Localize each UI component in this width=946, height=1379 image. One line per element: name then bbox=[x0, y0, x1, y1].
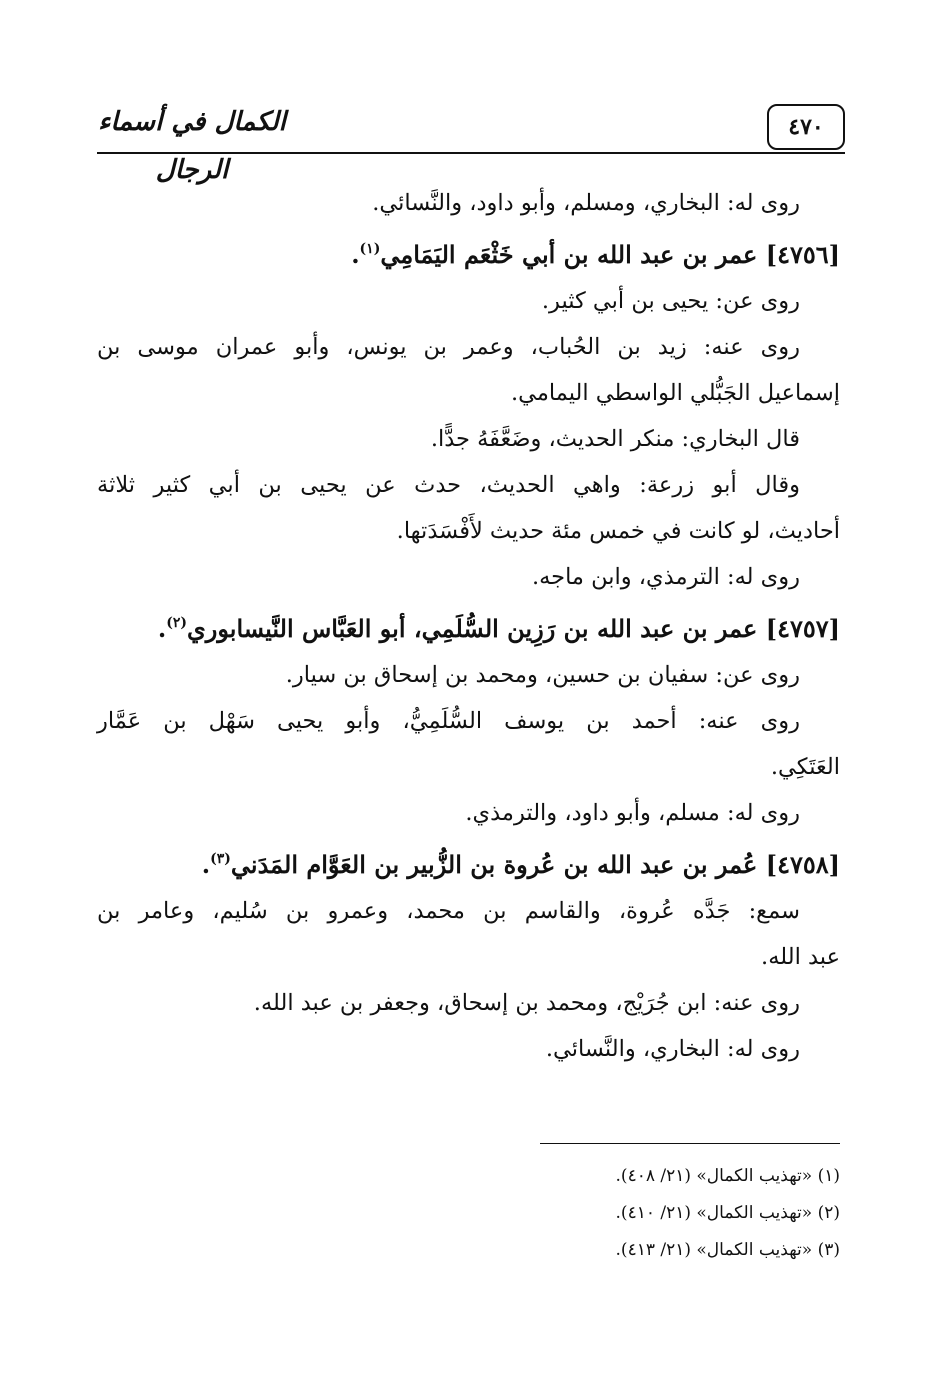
entry-heading-4757: [٤٧٥٧] عمر بن عبد الله بن رَزِين السُّلَمِي، أبو العَبَّاس النَّيسابوري$^{(٢)}$. bbox=[157, 614, 840, 643]
entry-title: [٤٧٥٧] عمر بن عبد الله بن رَزِين السُّلَمِي، أبو العَبَّاس النَّيسابوري bbox=[186, 614, 840, 643]
text-line: روى له: الترمذي، وابن ماجه. bbox=[531, 564, 800, 590]
text-line: روى له: البخاري، والنَّسائي. bbox=[545, 1036, 800, 1062]
entry-heading-4756: [٤٧٥٦] عمر بن عبد الله بن أبي خَثْعَم اليَمَامِي$^{(١)}$. bbox=[351, 240, 840, 269]
header-divider bbox=[97, 152, 845, 154]
footnote-divider bbox=[540, 1143, 840, 1144]
footnote-ref: (٣) bbox=[210, 851, 231, 867]
text-line: قال البخاري: منكر الحديث، وضَعَّفَهُ جدًّا. bbox=[430, 426, 800, 452]
text-line: روى عنه: أحمد بن يوسف السُّلَمِيُّ، وأبو يحيى سَهْل بن عَمَّار bbox=[97, 708, 800, 734]
page-header bbox=[97, 92, 845, 185]
text-line: روى عنه: ابن جُرَيْج، ومحمد بن إسحاق، وجعفر بن عبد الله. bbox=[253, 990, 800, 1016]
footnote: (١) «تهذيب الكمال» (٢١/ ٤٠٨). bbox=[615, 1166, 840, 1186]
text-line: إسماعيل الجَبُّلي الواسطي اليمامي. bbox=[510, 380, 840, 406]
footnote: (٢) «تهذيب الكمال» (٢١/ ٤١٠). bbox=[615, 1203, 840, 1223]
text-line: روى له: مسلم، وأبو داود، والترمذي. bbox=[465, 800, 800, 826]
page-number: ٤٧٠ bbox=[767, 104, 845, 150]
text-line: وقال أبو زرعة: واهي الحديث، حدث عن يحيى بن أبي كثير ثلاثة bbox=[97, 472, 800, 498]
text-line: عبد الله. bbox=[761, 944, 840, 970]
text-line: العَتَكِي. bbox=[770, 754, 840, 780]
footnote-ref: (٢) bbox=[166, 615, 187, 631]
page-body bbox=[97, 180, 840, 1072]
text-line: أحاديث، لو كانت في خمس مئة حديث لأَفْسَدَتها. bbox=[396, 518, 840, 544]
text-line: روى عن: يحيى بن أبي كثير. bbox=[541, 288, 800, 314]
entry-title: [٤٧٥٨] عُمر بن عبد الله بن عُروة بن الزُّبير بن العَوَّام المَدَني bbox=[230, 850, 840, 879]
footnotes bbox=[616, 1158, 840, 1269]
entry-heading-4758: [٤٧٥٨] عُمر بن عبد الله بن عُروة بن الزُّبير بن العَوَّام المَدَني$^{(٣)}$. bbox=[201, 850, 840, 879]
entry-title: [٤٧٥٦] عمر بن عبد الله بن أبي خَثْعَم اليَمَامِي bbox=[380, 240, 840, 269]
book-title: الكمال في أسماء الرجال bbox=[98, 107, 286, 185]
text-line: سمع: جَدَّه عُروة، والقاسم بن محمد، وعمرو بن سُليم، وعامر بن bbox=[97, 898, 800, 924]
footnote: (٣) «تهذيب الكمال» (٢١/ ٤١٣). bbox=[615, 1240, 840, 1260]
text-line: روى عن: سفيان بن حسين، ومحمد بن إسحاق بن سيار. bbox=[285, 662, 800, 688]
text-line: روى عنه: زيد بن الحُباب، وعمر بن يونس، وأبو عمران موسى بن bbox=[97, 334, 800, 360]
footnote-ref: (١) bbox=[359, 241, 381, 257]
text-line: روى له: البخاري، ومسلم، وأبو داود، والنَّسائي. bbox=[372, 190, 800, 216]
